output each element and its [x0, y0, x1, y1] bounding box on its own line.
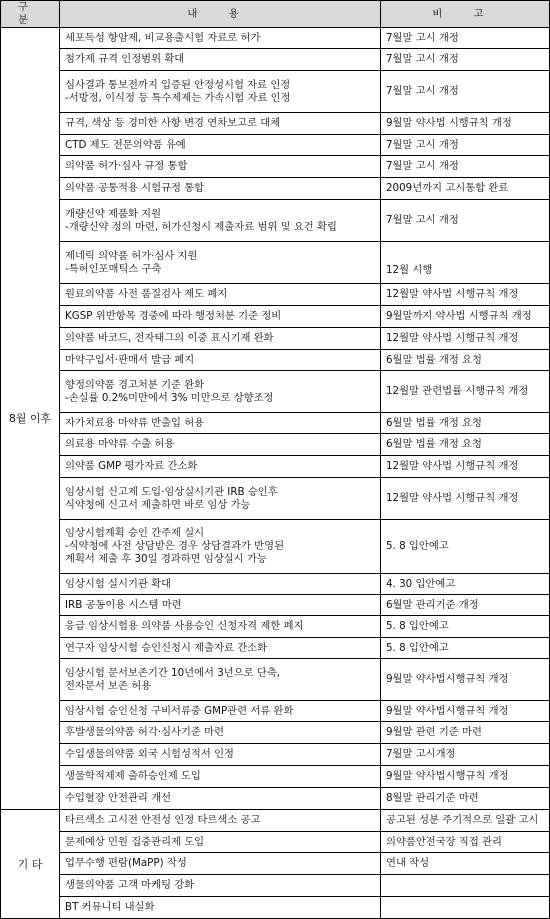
- row-content: 의약품 바코드, 전자태그의 이중 표시기재 완화: [60, 328, 381, 350]
- row-content: 임상시험계획 승인 간주제 실시 -식약청에 사전 상담받은 경우 상담결과가 반영된 계획서 제출 후 30일 경과하면 임상실시 가능: [60, 520, 381, 574]
- row-content: 의약품 허가·심사 규정 통합: [60, 156, 381, 178]
- table-row: [1, 242, 550, 284]
- row-content: 후발생물의약품 허각·심사기준 마련: [60, 722, 381, 744]
- table-row: [1, 595, 550, 616]
- row-content: KGSP 위반항목 경중에 따라 행정처분 기준 정비: [60, 306, 381, 328]
- row-note: 6월말 법률 개정 요청: [381, 413, 550, 434]
- table-row: [1, 456, 550, 478]
- header-note: 비 고: [381, 1, 550, 28]
- header-category: 구 분: [1, 1, 60, 28]
- header-row: [1, 1, 550, 28]
- table-row: [1, 200, 550, 242]
- section-label: 기 타: [1, 810, 60, 919]
- row-note: 4. 30 입안예고: [381, 574, 550, 595]
- row-note: 7월말 고시개정: [381, 744, 550, 766]
- row-note: 9월말 약사법시행규칙 개정: [381, 766, 550, 788]
- header-content: 내 용: [60, 1, 381, 28]
- row-content: 규격, 색상 등 경미한 사항 변경 연차보고로 대체: [60, 113, 381, 135]
- row-note: 6월말 관리기준 개정: [381, 595, 550, 616]
- row-content: 개량신약 제품화 지원 -개량신약 정의 마련, 허가신청시 제출자료 범위 및 요건 확립: [60, 200, 381, 242]
- table-row: [1, 113, 550, 135]
- row-content: 원료의약품 사전 품질검사 제도 폐지: [60, 284, 381, 306]
- table-row: [1, 413, 550, 434]
- row-content: 의료용 마약류 수출 허용: [60, 434, 381, 456]
- table-row: [1, 875, 550, 897]
- table-row: [1, 788, 550, 810]
- row-content: 생물의약품 고객 마케팅 강화: [60, 875, 381, 897]
- table-row: [1, 638, 550, 659]
- row-content: 업무수행 편람(MaPP) 작성: [60, 853, 381, 875]
- row-note: 의약품안전국장 직접 관리: [381, 832, 550, 853]
- table-row: [1, 306, 550, 328]
- row-content: 임상시험 실시기관 확대: [60, 574, 381, 595]
- table-row: [1, 284, 550, 306]
- table-row: [1, 853, 550, 875]
- row-note: 12월말 관련법률 시행규칙 개정: [381, 371, 550, 413]
- section-label: 8월 이후: [1, 28, 60, 810]
- table-row: [1, 371, 550, 413]
- row-content: CTD 제도 전문의약품 유예: [60, 135, 381, 156]
- row-content: 수입혈장 안전관리 개선: [60, 788, 381, 810]
- row-content: 생물학적제제 출하승인제 도입: [60, 766, 381, 788]
- row-note: 7월말 고시 개정: [381, 156, 550, 178]
- row-note: 9월말 관련 기준 마련: [381, 722, 550, 744]
- row-note: 7월말 고시 개정: [381, 49, 550, 71]
- row-note: 12월말 약사법 시행규칙 개정: [381, 328, 550, 350]
- row-content: 의약품 공통적용 시험규정 통합: [60, 178, 381, 200]
- table-row: [1, 574, 550, 595]
- row-content: 응급 임상시험용 의약품 사용승인 신청자격 제한 폐지: [60, 616, 381, 638]
- row-note: 9월말 약사법시행규칙 개정: [381, 701, 550, 722]
- row-content: IRB 공동이용 시스템 마련: [60, 595, 381, 616]
- row-content: 첨가제 규격 인정범위 확대: [60, 49, 381, 71]
- row-note: [381, 875, 550, 897]
- row-content: 임상시험 신고제 도입·임상실시기관 IRB 승인후 식약청에 신고서 제출하면 바로 임상 가능: [60, 478, 381, 520]
- row-content: 임상시험 문서보존기간 10년에서 3년으로 단축, 전자문서 보존 허용: [60, 659, 381, 701]
- table-row: [1, 135, 550, 156]
- table-row: [1, 722, 550, 744]
- row-content: 제네릭 의약품 허가·심사 지원 -특허인포매틱스 구축: [60, 242, 381, 284]
- row-content: 세포독성 항암제, 비교용출시험 자료로 허가: [60, 28, 381, 49]
- row-content: 타르색소 고시전 안전성 인정 타르색소 공고: [60, 810, 381, 832]
- row-note: 5. 8 입안예고: [381, 638, 550, 659]
- row-note: 7월말 고시 개정: [381, 200, 550, 242]
- row-note: 6월말 법률 개정 요청: [381, 350, 550, 371]
- row-note: 2009년까지 고시통합 완료: [381, 178, 550, 200]
- row-note: 5. 8 입안예고: [381, 520, 550, 574]
- row-note: 8월말 관리기준 마련: [381, 788, 550, 810]
- row-content: 의약품 GMP 평가자료 간소화: [60, 456, 381, 478]
- row-note: 9월말까지 약사법 시행규칙 개정: [381, 306, 550, 328]
- table-row: [1, 810, 550, 832]
- row-note: 9월말 약사법시행규칙 개정: [381, 659, 550, 701]
- row-note: [381, 897, 550, 919]
- row-content: BT 커뮤니티 내실화: [60, 897, 381, 919]
- table-row: [1, 434, 550, 456]
- table-row: [1, 478, 550, 520]
- row-note: 공고된 성분 주기적으로 일괄 고시: [381, 810, 550, 832]
- row-note: 7월말 고시 개정: [381, 71, 550, 113]
- row-note: 5. 8 입안예고: [381, 616, 550, 638]
- table-row: [1, 766, 550, 788]
- table-body: [1, 28, 550, 919]
- table-row: [1, 616, 550, 638]
- row-content: 심사결과 통보전까지 입증된 안정성시험 자료 인정 -서방정, 이식정 등 특수제제는 가속시험 자료 인정: [60, 71, 381, 113]
- table-row: [1, 897, 550, 919]
- row-content: 마약구입서·판매서 발급 폐지: [60, 350, 381, 371]
- table-row: [1, 350, 550, 371]
- table-row: [1, 49, 550, 71]
- row-note: 12월말 약사법 시행규칙 개정: [381, 456, 550, 478]
- row-note: 12월 시행: [381, 242, 550, 284]
- row-content: 문제예상 민원 집중관리제 도입: [60, 832, 381, 853]
- table-row: [1, 71, 550, 113]
- table-row: [1, 178, 550, 200]
- row-note: 6월말 법률 개정 요청: [381, 434, 550, 456]
- row-content: 향정의약품 경고처분 기준 완화 -손실률 0.2%미만에서 3% 미만으로 상향조정: [60, 371, 381, 413]
- row-content: 자가치료용 마약류 반출입 허용: [60, 413, 381, 434]
- table-row: [1, 832, 550, 853]
- table-row: [1, 156, 550, 178]
- row-note: 7월말 고시 개정: [381, 135, 550, 156]
- table-row: [1, 28, 550, 49]
- table-row: [1, 744, 550, 766]
- row-note: 12월말 약사법 시행규칙 개정: [381, 478, 550, 520]
- table-row: [1, 659, 550, 701]
- row-content: 수입생물의약품 외국 시험성적서 인정: [60, 744, 381, 766]
- row-note: 연내 작성: [381, 853, 550, 875]
- row-content: 임상시험 승인신청 구비서류중 GMP관련 서류 완화: [60, 701, 381, 722]
- table-row: [1, 328, 550, 350]
- row-note: 12월말 약사법 시행규칙 개정: [381, 284, 550, 306]
- row-note: 9월말 약사법 시행규칙 개정: [381, 113, 550, 135]
- row-note: 7월말 고시 개정: [381, 28, 550, 49]
- table-row: [1, 701, 550, 722]
- table-row: [1, 520, 550, 574]
- row-content: 연구자 임상시험 승인신청시 제출자료 간소화: [60, 638, 381, 659]
